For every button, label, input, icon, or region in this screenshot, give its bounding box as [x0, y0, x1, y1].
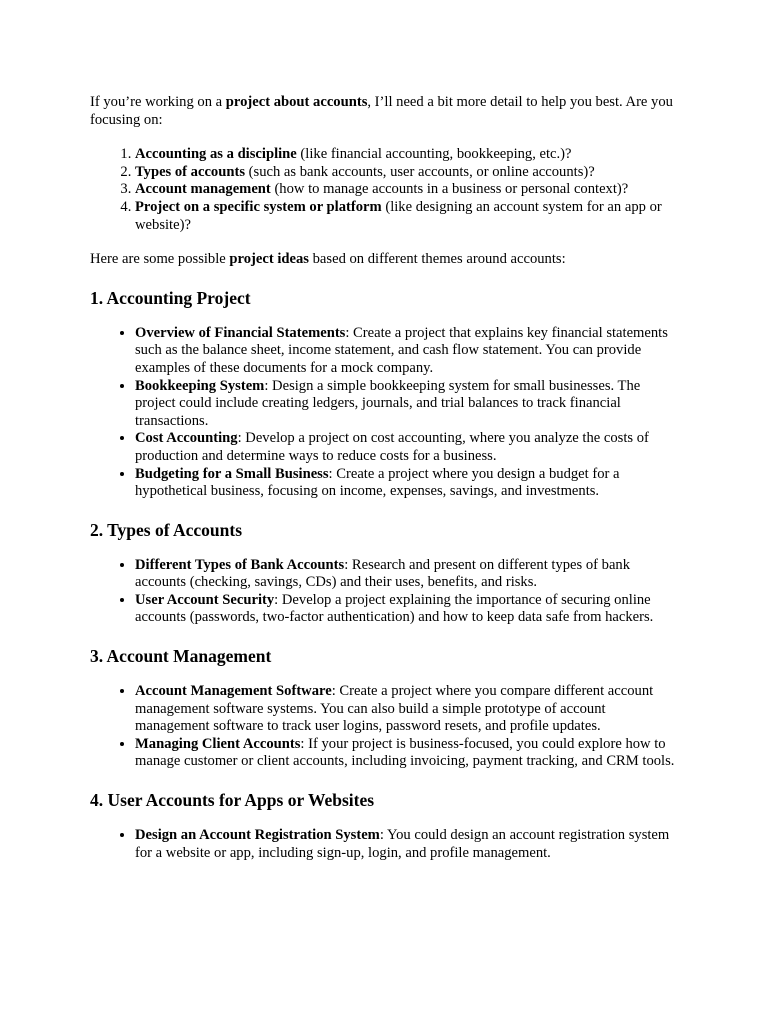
accounting-project-list [90, 325, 682, 501]
types-of-accounts-list [90, 557, 682, 627]
idea-title: User Account Security [135, 591, 275, 608]
option-bold: Accounting as a discipline [135, 146, 297, 163]
lead-text-bold: project ideas [229, 251, 309, 268]
idea-text: : Develop a project explaining the importance of securing online accounts (passwords, two-factor authentication) and how to keep data safe from hackers. [135, 591, 654, 626]
idea-text: : Develop a project on cost accounting, where you analyze the costs of production and determine ways to reduce costs for a business. [135, 430, 649, 464]
idea-item [135, 430, 682, 465]
idea-text: : Design a simple bookkeeping system for small businesses. The project could include creating ledgers, journals, and trial balances to track financial transactions. [135, 377, 641, 429]
option-text: (such as bank accounts, user accounts, or online accounts)? [245, 163, 595, 180]
idea-title: Bookkeeping System [135, 377, 265, 394]
focus-options-list [90, 146, 682, 234]
intro-text-pre: If you’re working on a [90, 94, 226, 110]
idea-text: : Create a project that explains key financial statements such as the balance sheet, income statement, and cash flow statement. You can provide examples of these documents for a mock company. [135, 324, 668, 376]
idea-text: : Research and present on different types of bank accounts (checking, savings, CDs) and their uses, benefits, and risks. [135, 556, 631, 591]
option-item [135, 199, 682, 234]
section-heading-account-management: 3. Account Management [90, 646, 272, 667]
idea-item [135, 683, 682, 736]
lead-text-post: based on different themes around accounts: [308, 251, 566, 268]
idea-text: : If your project is business-focused, you could explore how to manage customer or client accounts, including invoicing, payment tracking, and CRM tools. [135, 735, 675, 770]
option-item [135, 181, 682, 199]
idea-title: Different Types of Bank Accounts [135, 556, 345, 573]
intro-text-bold: project about accounts [225, 94, 368, 110]
idea-item [135, 736, 682, 771]
user-accounts-list [90, 827, 682, 862]
lead-text-pre: Here are some possible [90, 251, 230, 268]
idea-title: Cost Accounting [135, 430, 238, 447]
idea-text: : Create a project where you design a budget for a hypothetical business, focusing on income, expenses, savings, and investments. [135, 465, 620, 500]
idea-title: Managing Client Accounts [135, 735, 301, 752]
option-text: (how to manage accounts in a business or personal context)? [270, 181, 629, 198]
idea-item [135, 466, 682, 501]
intro-text-post: , I’ll need a bit more detail to help you best. Are you focusing on: [90, 94, 673, 128]
document-content [90, 94, 682, 881]
account-management-list [90, 683, 682, 771]
idea-item [135, 325, 682, 378]
option-item [135, 146, 682, 164]
idea-title: Overview of Financial Statements [135, 324, 346, 341]
option-bold: Account management [135, 181, 271, 198]
section-heading-user-accounts: 4. User Accounts for Apps or Websites [90, 790, 375, 811]
option-bold: Types of accounts [135, 163, 245, 180]
idea-text: : Create a project where you compare different account management software systems. You can also build a simple prototype of account management software to track user logins, password resets, and profile updates. [135, 683, 654, 735]
section-heading-accounting-project: 1. Accounting Project [90, 287, 251, 308]
ideas-lead-paragraph [90, 251, 682, 269]
idea-title: Design an Account Registration System [135, 827, 380, 844]
option-bold: Project on a specific system or platform [135, 198, 382, 215]
idea-item [135, 557, 682, 592]
option-text: (like financial accounting, bookkeeping, etc.)? [296, 146, 572, 163]
option-text: (like designing an account system for an app or website)? [135, 198, 662, 233]
idea-item [135, 592, 682, 627]
intro-paragraph [90, 94, 682, 129]
idea-item [135, 378, 682, 431]
section-heading-types-of-accounts: 2. Types of Accounts [90, 519, 243, 540]
idea-title: Budgeting for a Small Business [135, 465, 329, 482]
idea-text: : You could design an account registration system for a website or app, including sign-up, login, and profile management. [135, 827, 670, 861]
idea-item [135, 827, 682, 862]
idea-title: Account Management Software [135, 683, 332, 700]
option-item [135, 164, 682, 182]
